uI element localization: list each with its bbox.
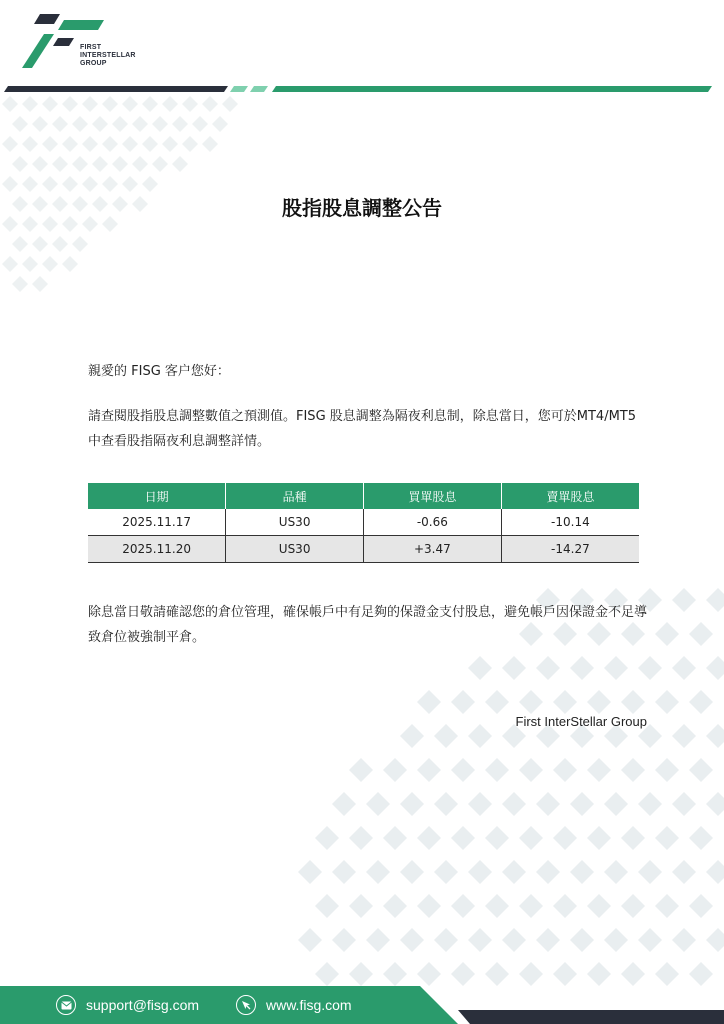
background-diamond — [298, 928, 322, 952]
background-diamond — [417, 758, 441, 782]
background-diamond — [485, 826, 509, 850]
background-diamond — [52, 156, 68, 172]
background-diamond — [434, 860, 458, 884]
cell-buy-dividend: -0.66 — [364, 509, 502, 536]
background-diamond — [383, 894, 407, 918]
background-diamond — [72, 156, 88, 172]
background-diamond — [451, 690, 475, 714]
background-diamond — [621, 758, 645, 782]
background-diamond — [315, 826, 339, 850]
background-diamond — [62, 96, 78, 112]
background-diamond — [587, 690, 611, 714]
background-diamond — [519, 690, 543, 714]
page-title: 股指股息調整公告 — [282, 196, 442, 220]
background-diamond — [122, 176, 138, 192]
background-diamond — [315, 894, 339, 918]
background-diamond — [672, 724, 696, 748]
background-diamond — [451, 894, 475, 918]
background-diamond — [553, 826, 577, 850]
background-diamond — [142, 136, 158, 152]
background-diamond — [655, 962, 679, 986]
background-diamond — [383, 962, 407, 986]
background-diamond — [62, 176, 78, 192]
background-diamond — [366, 928, 390, 952]
cursor-icon — [236, 995, 256, 1015]
background-diamond — [172, 156, 188, 172]
background-diamond — [587, 826, 611, 850]
background-diamond — [22, 96, 38, 112]
background-diamond — [383, 758, 407, 782]
background-diamond — [536, 656, 560, 680]
background-diamond — [672, 860, 696, 884]
background-diamond — [604, 860, 628, 884]
logo-line-first: FIRST — [80, 44, 102, 51]
background-diamond — [400, 928, 424, 952]
background-diamond — [417, 894, 441, 918]
background-diamond — [2, 136, 18, 152]
background-diamond — [604, 656, 628, 680]
background-diamond — [202, 136, 218, 152]
background-diamond — [22, 176, 38, 192]
background-diamond — [553, 894, 577, 918]
background-diamond — [417, 826, 441, 850]
background-diamond — [519, 894, 543, 918]
background-diamond — [570, 656, 594, 680]
background-diamond — [52, 116, 68, 132]
background-diamond — [672, 928, 696, 952]
background-diamond — [142, 96, 158, 112]
background-diamond — [587, 894, 611, 918]
header-sell-dividend: 賣單股息 — [501, 483, 639, 509]
background-diamond — [502, 792, 526, 816]
background-diamond — [172, 116, 188, 132]
background-diamond — [222, 96, 238, 112]
signature: First InterStellar Group — [515, 714, 647, 729]
background-diamond — [638, 656, 662, 680]
background-diamond — [553, 690, 577, 714]
background-diamond — [485, 758, 509, 782]
footer-website-text[interactable]: www.fisg.com — [266, 997, 352, 1013]
background-diamond — [332, 860, 356, 884]
background-diamond — [42, 136, 58, 152]
background-diamond — [485, 690, 509, 714]
background-diamond — [536, 860, 560, 884]
background-diamond — [434, 724, 458, 748]
background-diamond — [672, 656, 696, 680]
background-diamond — [192, 116, 208, 132]
background-diamond — [553, 758, 577, 782]
background-diamond — [142, 176, 158, 192]
background-diamond — [400, 724, 424, 748]
table-row — [88, 536, 639, 563]
cell-buy-dividend: +3.47 — [364, 536, 502, 563]
background-diamond — [621, 894, 645, 918]
header-buy-dividend: 買單股息 — [364, 483, 502, 509]
background-diamond — [332, 792, 356, 816]
logo-text — [80, 44, 136, 68]
background-diamond — [82, 136, 98, 152]
background-diamond — [112, 156, 128, 172]
background-diamond — [587, 758, 611, 782]
background-diamond — [92, 116, 108, 132]
footer-email-text[interactable]: support@fisg.com — [86, 997, 200, 1013]
background-diamond — [315, 962, 339, 986]
background-diamond — [451, 962, 475, 986]
background-diamond — [383, 826, 407, 850]
background-diamond — [22, 256, 38, 272]
cell-date: 2025.11.17 — [88, 509, 226, 536]
background-diamond — [485, 894, 509, 918]
background-diamond — [706, 928, 724, 952]
background-diamond — [502, 928, 526, 952]
footer-website[interactable] — [236, 993, 352, 1017]
background-diamond — [82, 176, 98, 192]
background-diamond — [553, 962, 577, 986]
cell-symbol: US30 — [226, 509, 364, 536]
background-diamond — [12, 236, 28, 252]
background-diamond — [706, 724, 724, 748]
header-stripe — [0, 84, 724, 94]
background-diamond — [32, 236, 48, 252]
background-diamond — [451, 826, 475, 850]
background-diamond — [689, 622, 713, 646]
background-diamond — [62, 256, 78, 272]
background-diamond — [502, 860, 526, 884]
background-diamond — [42, 176, 58, 192]
background-diamond — [349, 758, 373, 782]
background-diamond — [672, 588, 696, 612]
background-diamond — [298, 860, 322, 884]
background-diamond — [706, 588, 724, 612]
background-diamond — [468, 792, 492, 816]
background-diamond — [132, 116, 148, 132]
background-diamond — [366, 792, 390, 816]
background-diamond — [689, 962, 713, 986]
background-diamond — [417, 690, 441, 714]
background-diamond — [468, 860, 492, 884]
background-diamond — [655, 622, 679, 646]
background-diamond — [122, 96, 138, 112]
background-diamond — [621, 962, 645, 986]
background-diamond — [12, 276, 28, 292]
background-diamond — [502, 656, 526, 680]
background-diamond — [706, 656, 724, 680]
background-diamond — [451, 758, 475, 782]
intro-paragraph: 請查閱股指股息調整數值之預測值。FISG 股息調整為隔夜利息制，除息當日，您可於MT4/MT5 中查看股指隔夜利息調整詳情。 — [88, 409, 637, 449]
logo-line-group: GROUP — [80, 60, 107, 67]
background-diamond — [72, 236, 88, 252]
background-diamond — [32, 156, 48, 172]
background-diamond — [182, 96, 198, 112]
background-diamond — [655, 758, 679, 782]
background-diamond — [536, 928, 560, 952]
background-diamond — [400, 860, 424, 884]
background-diamond — [706, 860, 724, 884]
header-symbol: 品種 — [226, 483, 364, 509]
background-diamond — [152, 156, 168, 172]
background-diamond — [102, 176, 118, 192]
background-diamond — [12, 116, 28, 132]
background-diamond — [468, 928, 492, 952]
dividend-table — [88, 483, 639, 563]
background-diamond — [122, 136, 138, 152]
background-diamond — [468, 724, 492, 748]
background-diamond — [102, 96, 118, 112]
background-diamond — [638, 928, 662, 952]
background-diamond — [349, 962, 373, 986]
background-diamond — [570, 860, 594, 884]
background-diamond — [42, 256, 58, 272]
table-header-row — [88, 483, 639, 509]
background-diamond — [400, 792, 424, 816]
background-diamond — [32, 276, 48, 292]
greeting-text: 親愛的 FISG 客户您好： — [88, 364, 230, 379]
background-diamond — [587, 962, 611, 986]
background-diamond — [102, 136, 118, 152]
background-diamond — [689, 758, 713, 782]
background-diamond — [349, 894, 373, 918]
background-diamond — [604, 792, 628, 816]
background-diamond — [152, 116, 168, 132]
background-diamond — [366, 860, 390, 884]
background-diamond — [22, 136, 38, 152]
background-diamond — [417, 962, 441, 986]
background-diamond — [62, 136, 78, 152]
background-diamond — [621, 826, 645, 850]
background-diamond — [570, 792, 594, 816]
background-diamond — [621, 690, 645, 714]
background-diamond — [112, 116, 128, 132]
background-diamond — [536, 792, 560, 816]
cell-symbol: US30 — [226, 536, 364, 563]
mail-icon — [56, 995, 76, 1015]
background-diamond — [349, 826, 373, 850]
background-diamond — [2, 256, 18, 272]
cell-sell-dividend: -14.27 — [501, 536, 639, 563]
background-diamond — [519, 758, 543, 782]
background-diamond — [2, 96, 18, 112]
background-diamond — [162, 96, 178, 112]
background-diamond — [689, 894, 713, 918]
background-diamond — [468, 656, 492, 680]
background-diamond — [92, 156, 108, 172]
background-diamond — [212, 116, 228, 132]
background-diamond — [434, 928, 458, 952]
background-diamond — [42, 96, 58, 112]
footer-email[interactable] — [56, 993, 199, 1017]
background-diamond — [182, 136, 198, 152]
background-diamond — [655, 894, 679, 918]
background-diamond — [689, 690, 713, 714]
background-diamond — [672, 792, 696, 816]
cell-date: 2025.11.20 — [88, 536, 226, 563]
background-diamond — [638, 860, 662, 884]
background-diamond — [655, 690, 679, 714]
background-diamond — [519, 826, 543, 850]
background-diamond — [72, 116, 88, 132]
background-diamond — [162, 136, 178, 152]
background-diamond — [82, 96, 98, 112]
background-diamond — [12, 156, 28, 172]
logo-line-interstellar: INTERSTELLAR — [80, 52, 136, 59]
background-diamond — [570, 928, 594, 952]
background-diamond — [52, 236, 68, 252]
background-diamond — [434, 792, 458, 816]
background-diamond — [655, 826, 679, 850]
background-diamond — [2, 176, 18, 192]
background-diamond — [519, 962, 543, 986]
closing-paragraph: 除息當日敬請確認您的倉位管理，確保帳戶中有足夠的保證金支付股息，避免帳戶因保證金不足導致倉位被強制平倉。 — [88, 605, 648, 645]
cell-sell-dividend: -10.14 — [501, 509, 639, 536]
background-diamond — [485, 962, 509, 986]
background-diamond — [32, 116, 48, 132]
background-diamond — [689, 826, 713, 850]
background-diamond — [332, 928, 356, 952]
background-diamond — [706, 792, 724, 816]
background-diamond — [132, 156, 148, 172]
background-diamond — [604, 928, 628, 952]
background-diamond — [638, 792, 662, 816]
header-date: 日期 — [88, 483, 226, 509]
table-row — [88, 509, 639, 536]
background-diamond — [202, 96, 218, 112]
